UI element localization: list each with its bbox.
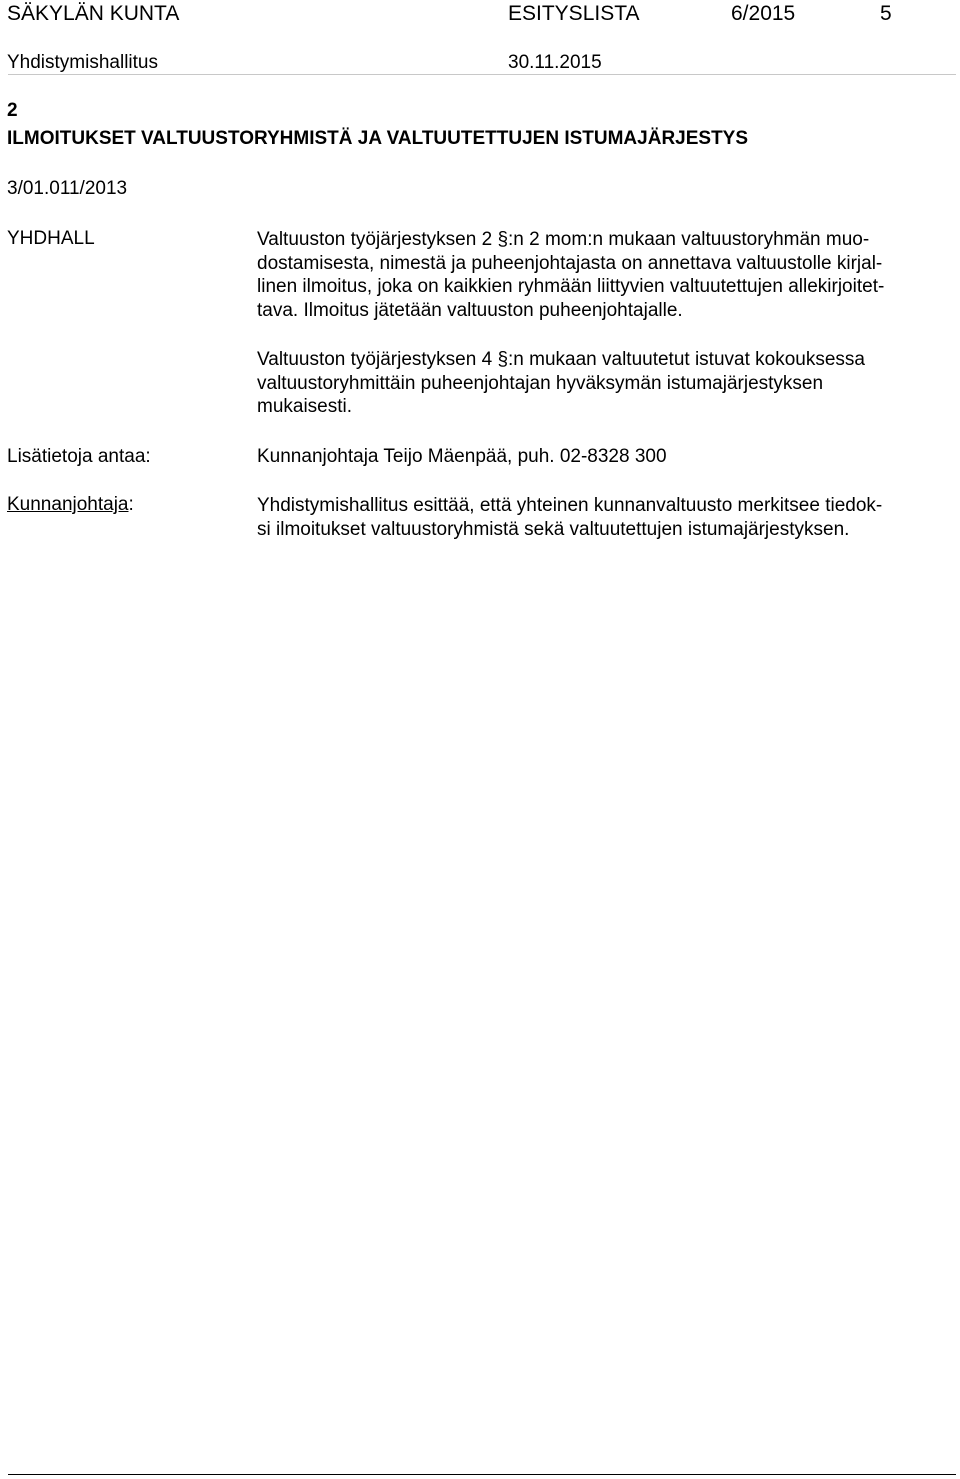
info-value: Kunnanjohtaja Teijo Mäenpää, puh. 02-8328 300 <box>257 446 667 467</box>
text-line: Yhdistymishallitus esittää, että yhteinen kunnanvaltuusto merkitsee tiedok- <box>257 495 883 516</box>
item-number: 2 <box>7 100 18 121</box>
text-line: mukaisesti. <box>257 396 353 417</box>
meeting-date: 30.11.2015 <box>508 52 602 73</box>
item-title: ILMOITUKSET VALTUUSTORYHMISTÄ JA VALTUUTETTUJEN ISTUMAJÄRJESTYS <box>7 128 749 149</box>
document-number: 6/2015 <box>731 2 796 25</box>
proposal-text <box>257 494 957 541</box>
header-divider <box>8 74 956 75</box>
text-line: si ilmoitukset valtuustoryhmistä sekä valtuutettujen istumajärjestyksen. <box>257 518 850 540</box>
municipality-name: SÄKYLÄN KUNTA <box>7 2 180 25</box>
governing-body: Yhdistymishallitus <box>7 52 158 73</box>
prep-label: YHDHALL <box>7 228 95 249</box>
text-line: tava. Ilmoitus jätetään valtuuston puheenjohtajalle. <box>257 299 683 321</box>
proposal-label <box>7 494 134 516</box>
prep-paragraph-1 <box>257 228 957 322</box>
page-number: 5 <box>880 2 892 25</box>
text-line: dostamisesta, nimestä ja puheenjohtajasta on annettava valtuustolle kirjal- <box>257 252 883 274</box>
proposal-label-text: Kunnanjohtaja <box>7 494 129 515</box>
text-line: Valtuuston työjärjestyksen 4 §:n mukaan valtuutetut istuvat kokouksessa <box>257 349 865 370</box>
info-label: Lisätietoja antaa: <box>7 446 151 467</box>
text-line: Valtuuston työjärjestyksen 2 §:n 2 mom:n mukaan valtuustoryhmän muo- <box>257 229 870 250</box>
document-type: ESITYSLISTA <box>508 2 640 25</box>
footer-divider <box>8 1474 956 1475</box>
text-line: valtuustoryhmittäin puheenjohtajan hyväksymän istumajärjestyksen <box>257 372 824 394</box>
prep-paragraph-2 <box>257 348 957 419</box>
text-line: linen ilmoitus, joka on kaikkien ryhmään liittyvien valtuutettujen allekirjoitet- <box>257 276 885 297</box>
diary-number: 3/01.011/2013 <box>7 178 128 199</box>
proposal-label-colon: : <box>128 494 134 515</box>
